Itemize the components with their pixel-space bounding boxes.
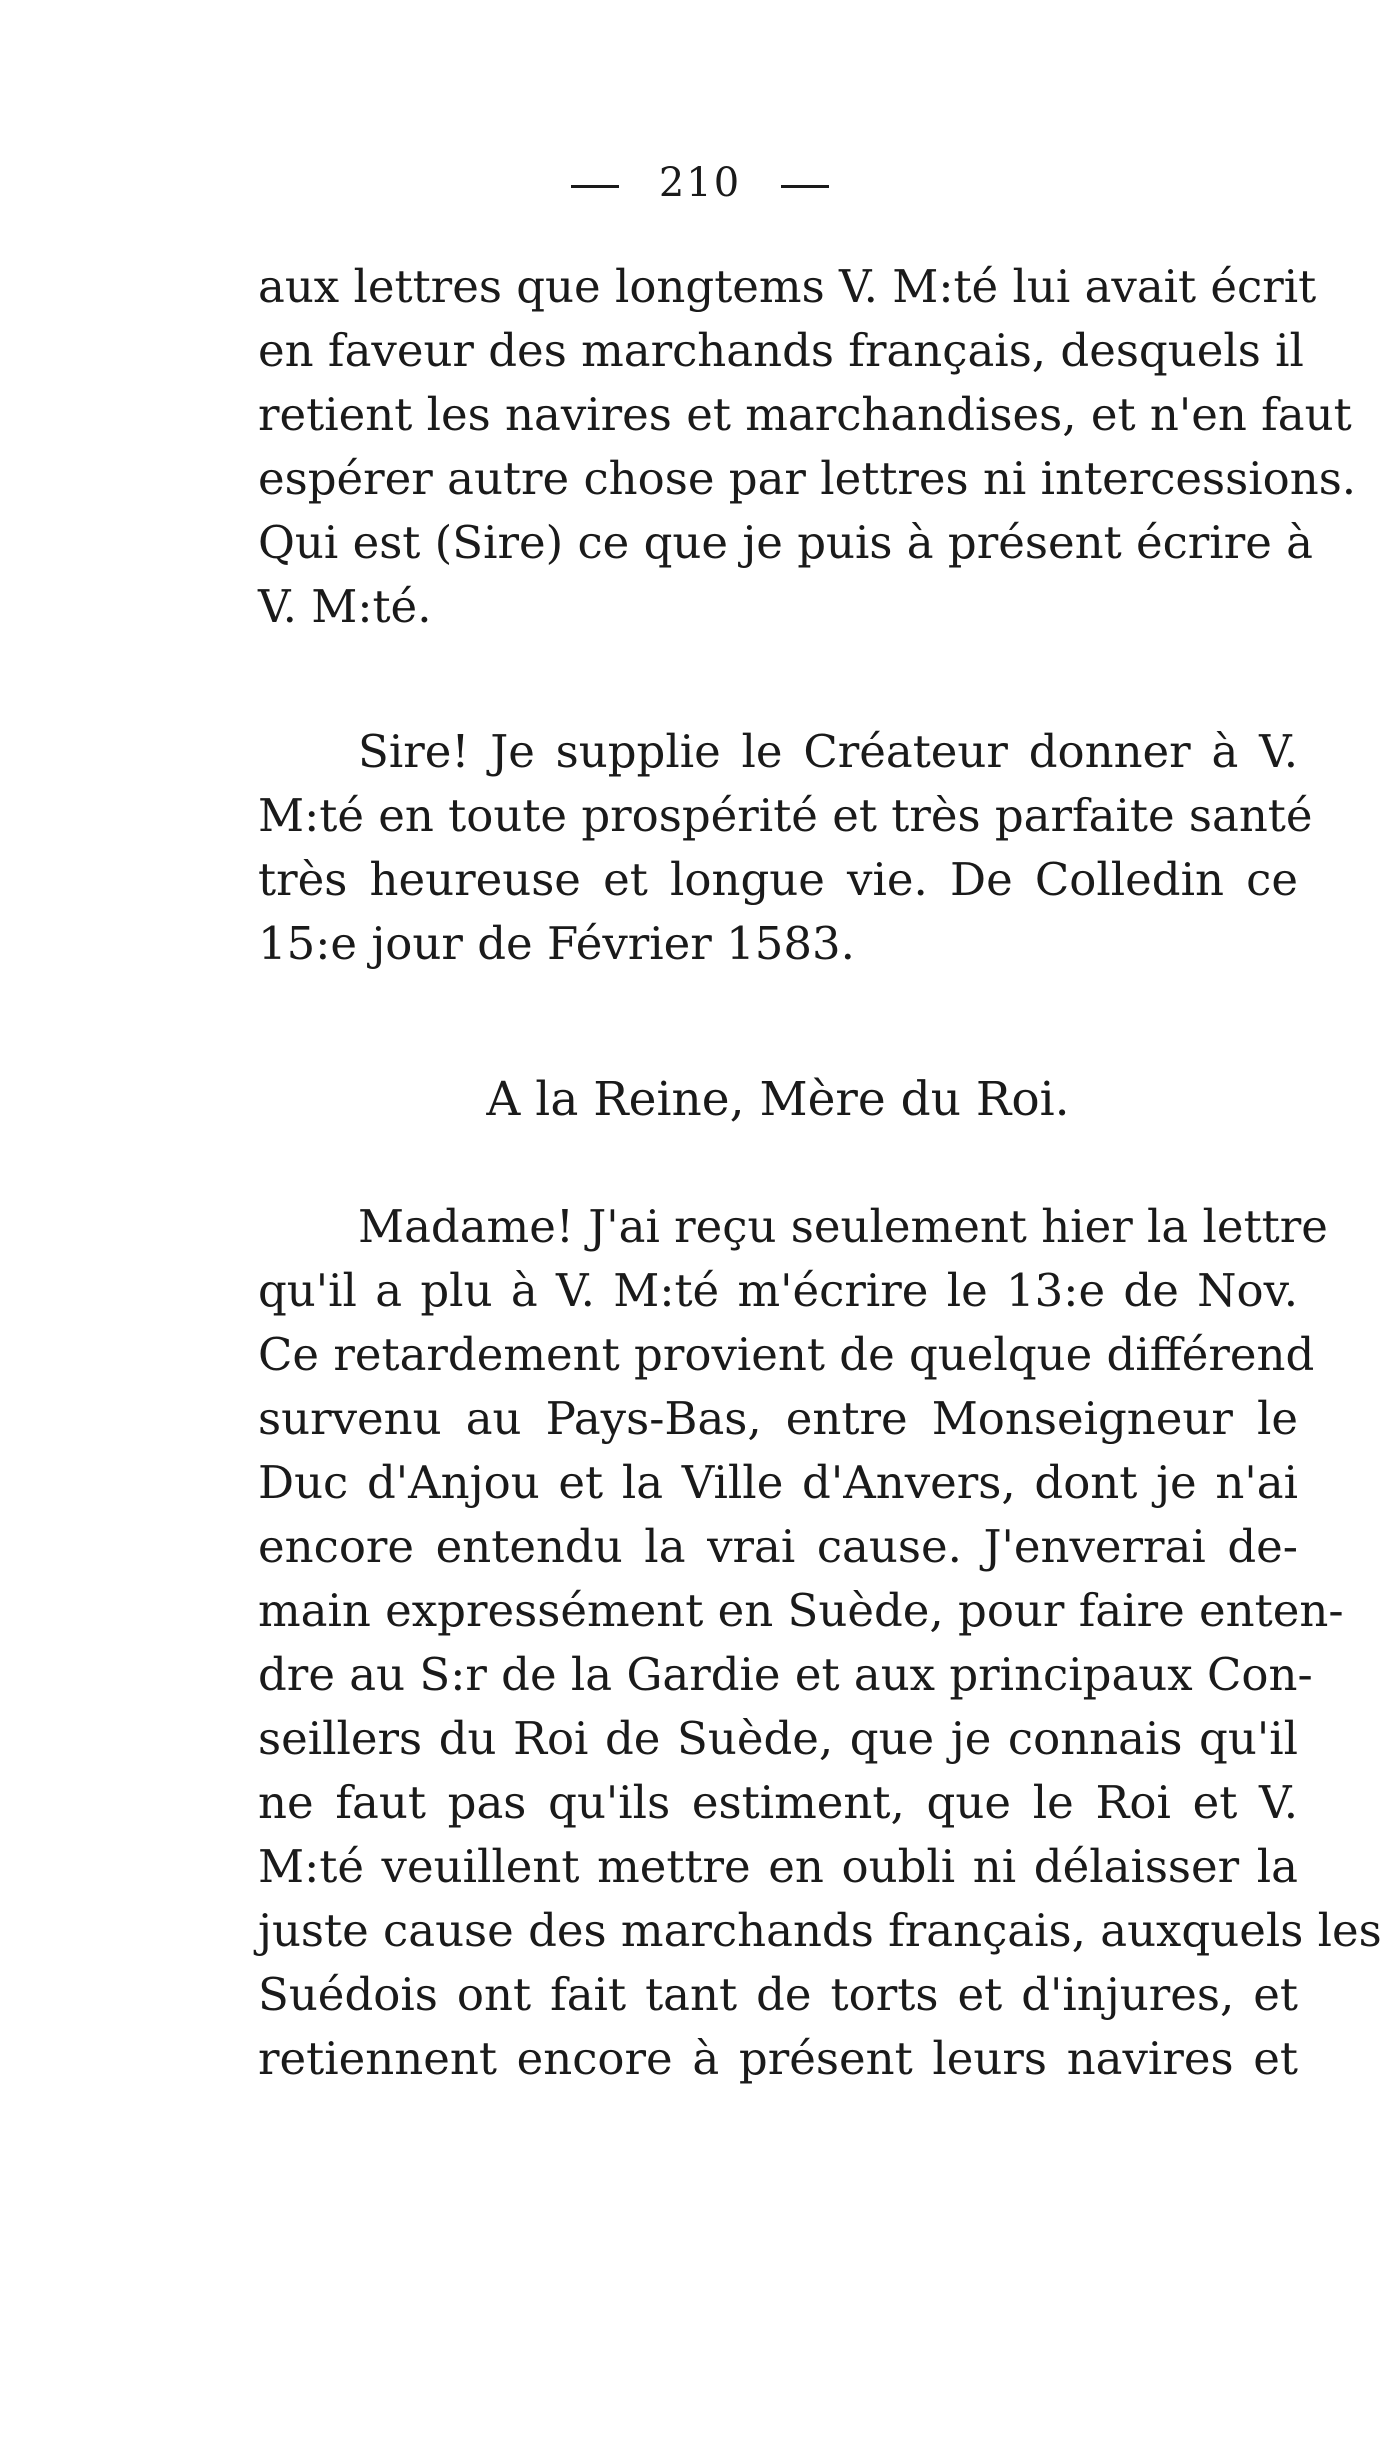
text-line: très heureuse et longue vie. De Colledin ce bbox=[258, 853, 1298, 906]
text-line: aux lettres que longtems V. M:té lui avait écrit bbox=[258, 260, 1317, 313]
text-line: survenu au Pays-Bas, entre Monseigneur le bbox=[258, 1392, 1298, 1445]
text-line: espérer autre chose par lettres ni intercessions. bbox=[258, 452, 1357, 505]
header-dash-left bbox=[571, 185, 619, 188]
text-line: juste cause des marchands français, auxquels les bbox=[258, 1904, 1382, 1957]
text-line: Qui est (Sire) ce que je puis à présent écrire à bbox=[258, 516, 1313, 569]
paragraph-1 bbox=[258, 255, 1357, 639]
text-line: retient les navires et marchandises, et n'en faut bbox=[258, 388, 1352, 441]
text-line: Ce retardement provient de quelque différend bbox=[258, 1328, 1315, 1381]
text-line: seillers du Roi de Suède, que je connais qu'il bbox=[258, 1712, 1298, 1765]
page-header bbox=[0, 155, 1400, 211]
paragraph-3 bbox=[258, 1195, 1382, 2091]
text-line: 15:e jour de Février 1583. bbox=[258, 917, 855, 970]
text-line: dre au S:r de la Gardie et aux principaux Con- bbox=[258, 1648, 1313, 1701]
text-line: V. M:té. bbox=[258, 580, 432, 633]
text-line: Duc d'Anjou et la Ville d'Anvers, dont je n'ai bbox=[258, 1456, 1298, 1509]
paragraph-2 bbox=[258, 720, 1313, 976]
text-line: main expressément en Suède, pour faire enten- bbox=[258, 1584, 1344, 1637]
page-number: 210 bbox=[658, 160, 742, 206]
text-line: qu'il a plu à V. M:té m'écrire le 13:e de Nov. bbox=[258, 1264, 1298, 1317]
header-dash-right bbox=[781, 185, 829, 188]
text-line: M:té veuillent mettre en oubli ni délaisser la bbox=[258, 1840, 1298, 1893]
text-line: Madame! J'ai reçu seulement hier la lettre bbox=[358, 1200, 1328, 1253]
text-line: encore entendu la vrai cause. J'enverrai de- bbox=[258, 1520, 1298, 1573]
text-line: retiennent encore à présent leurs navires et bbox=[258, 2032, 1298, 2085]
letter-heading: A la Reine, Mère du Roi. bbox=[486, 1072, 1070, 1127]
text-line: Sire! Je supplie le Créateur donner à V. bbox=[358, 725, 1298, 778]
text-line: ne faut pas qu'ils estiment, que le Roi et V. bbox=[258, 1776, 1298, 1829]
text-line: Suédois ont fait tant de torts et d'injures, et bbox=[258, 1968, 1298, 2021]
text-line: M:té en toute prospérité et très parfaite santé bbox=[258, 789, 1313, 842]
text-line: en faveur des marchands français, desquels il bbox=[258, 324, 1304, 377]
